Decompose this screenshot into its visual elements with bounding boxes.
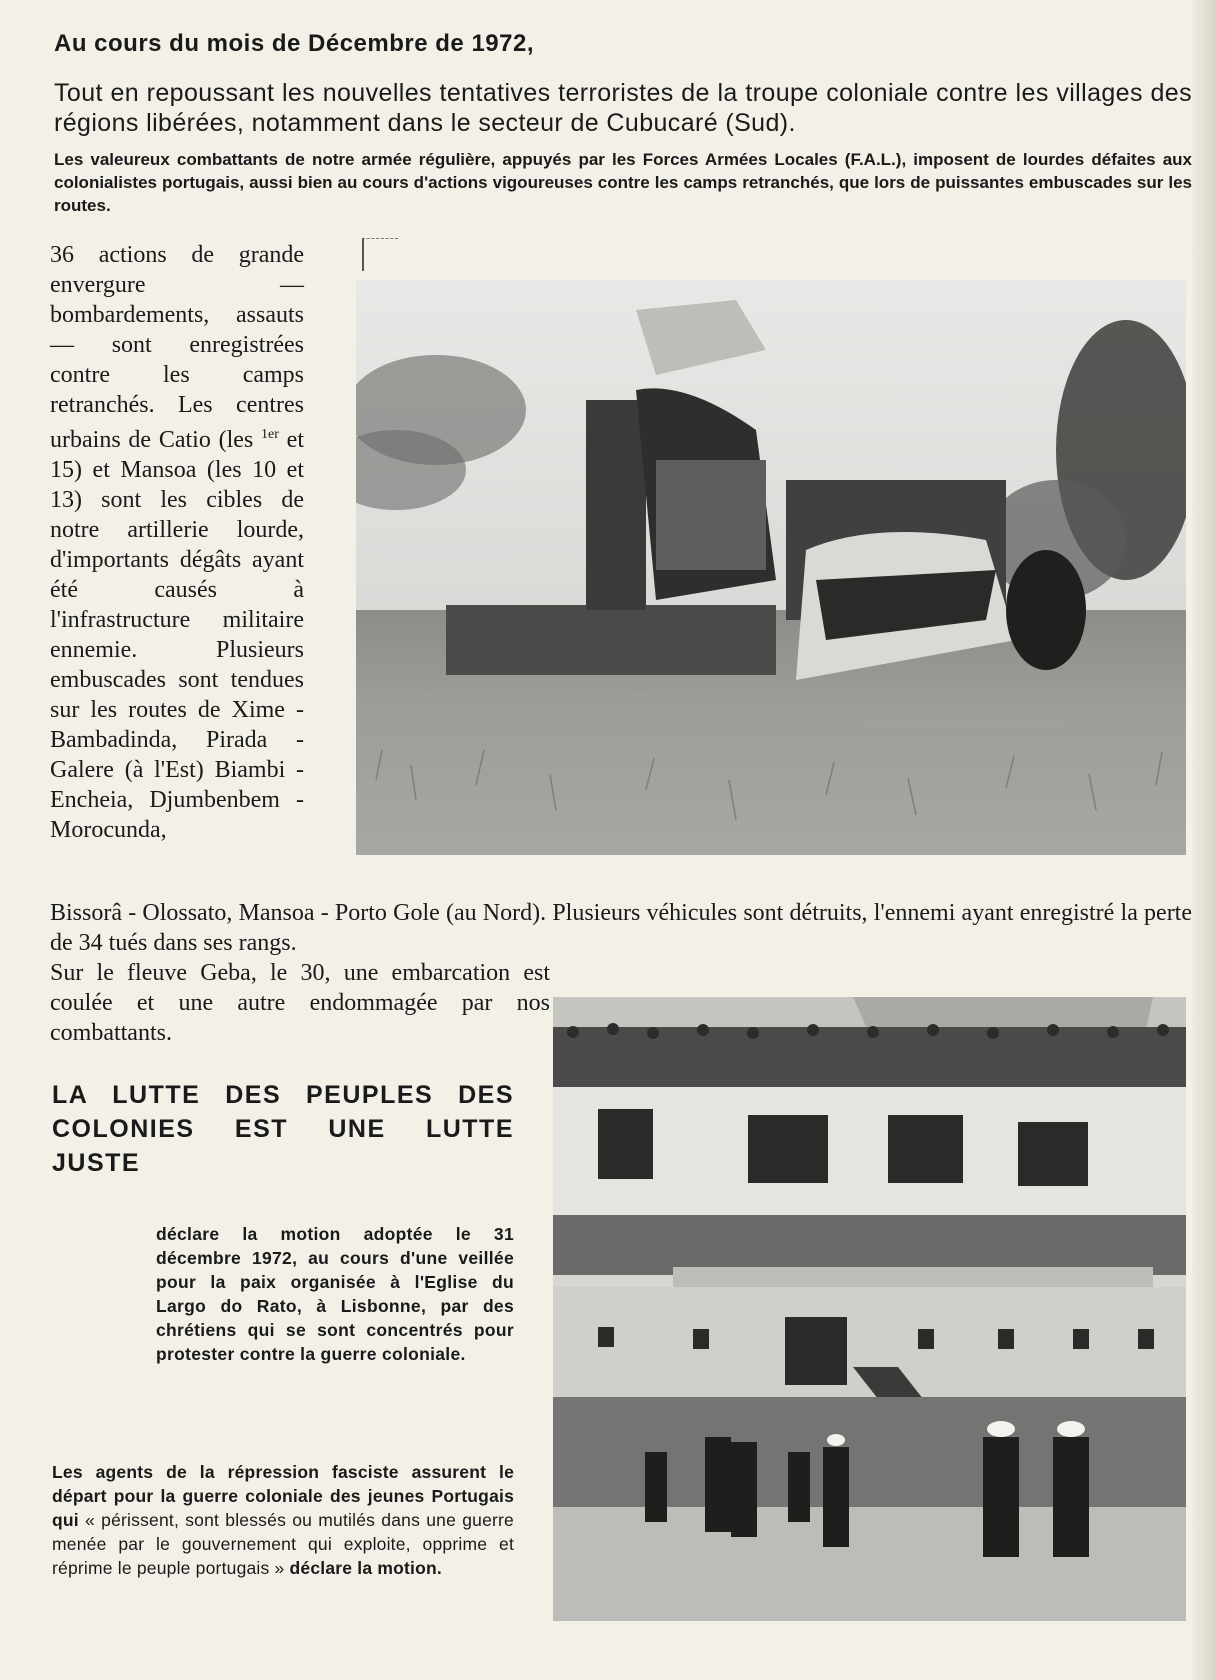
article-text-part1: 36 actions de grande envergure — bombardements, assauts — sont enregistrées contre les camps retranchés. Les centres urbains de Catio (les [50, 242, 304, 453]
repression-tail: déclare la motion. [289, 1558, 442, 1578]
article-line-north: Bissorâ - Olossato, Mansoa - Porto Gole (au Nord). Plusieurs véhicules sont détruits, l'ennemi ayant enregistré la perte de 34 tués dans ses rangs. [50, 900, 1192, 956]
slogan-heading: LA LUTTE DES PEUPLES DES COLONIES EST UNE LUTTE JUSTE [52, 1081, 514, 1177]
ship-departure-photo [553, 997, 1186, 1621]
article-text-part2: et 15) et Mansoa (les 10 et 13) sont les cibles de notre artillerie lourde, d'importants dégâts ayant été causés à l'infrastructure militaire ennemie. Plusieurs embuscades sont tendues sur les routes de Xime - Bambadinda, Pirada - Galere (à l'Est) Biambi - Encheia, Djumbenbem - Morocunda, [50, 427, 304, 843]
repression-quote: « périssent, sont blessés ou mutilés dans une guerre menée par le gouvernement qui exploite, opprime et réprime le peuple portugais » [52, 1510, 514, 1578]
crop-mark [362, 238, 398, 271]
article-superscript: 1er [261, 427, 279, 442]
intro-bold-paragraph: Les valeureux combattants de notre armée régulière, appuyés par les Forces Armées Locales (F.A.L.), imposent de lourdes défaites aux colonialistes portugais, aussi bien au cours d'actions vigoureuses contre les camps retranchés, que lors de puissantes embuscades sur les routes. [54, 150, 1192, 215]
article-line-geba: Sur le fleuve Geba, le 30, une embarcation est coulée et une autre endommagée par nos combattants. [50, 960, 550, 1046]
destroyed-vehicle-photo [356, 280, 1186, 855]
page-edge [1192, 0, 1216, 1680]
article-column-text [50, 240, 304, 845]
page-title: Au cours du mois de Décembre de 1972, [54, 30, 534, 57]
repression-bold: Les agents de la répression fasciste assurent le départ pour la guerre coloniale des jeunes Portugais qui [52, 1462, 514, 1530]
motion-paragraph: déclare la motion adoptée le 31 décembre 1972, au cours d'une veillée pour la paix organisée à l'Eglise du Largo do Rato, à Lisbonne, par des chrétiens qui se sont concentrés pour protester contre la guerre coloniale. [156, 1224, 514, 1364]
repression-paragraph [52, 1460, 514, 1580]
intro-paragraph: Tout en repoussant les nouvelles tentatives terroristes de la troupe coloniale contre les villages des régions libérées, notamment dans le secteur de Cubucaré (Sud). [54, 79, 1192, 137]
